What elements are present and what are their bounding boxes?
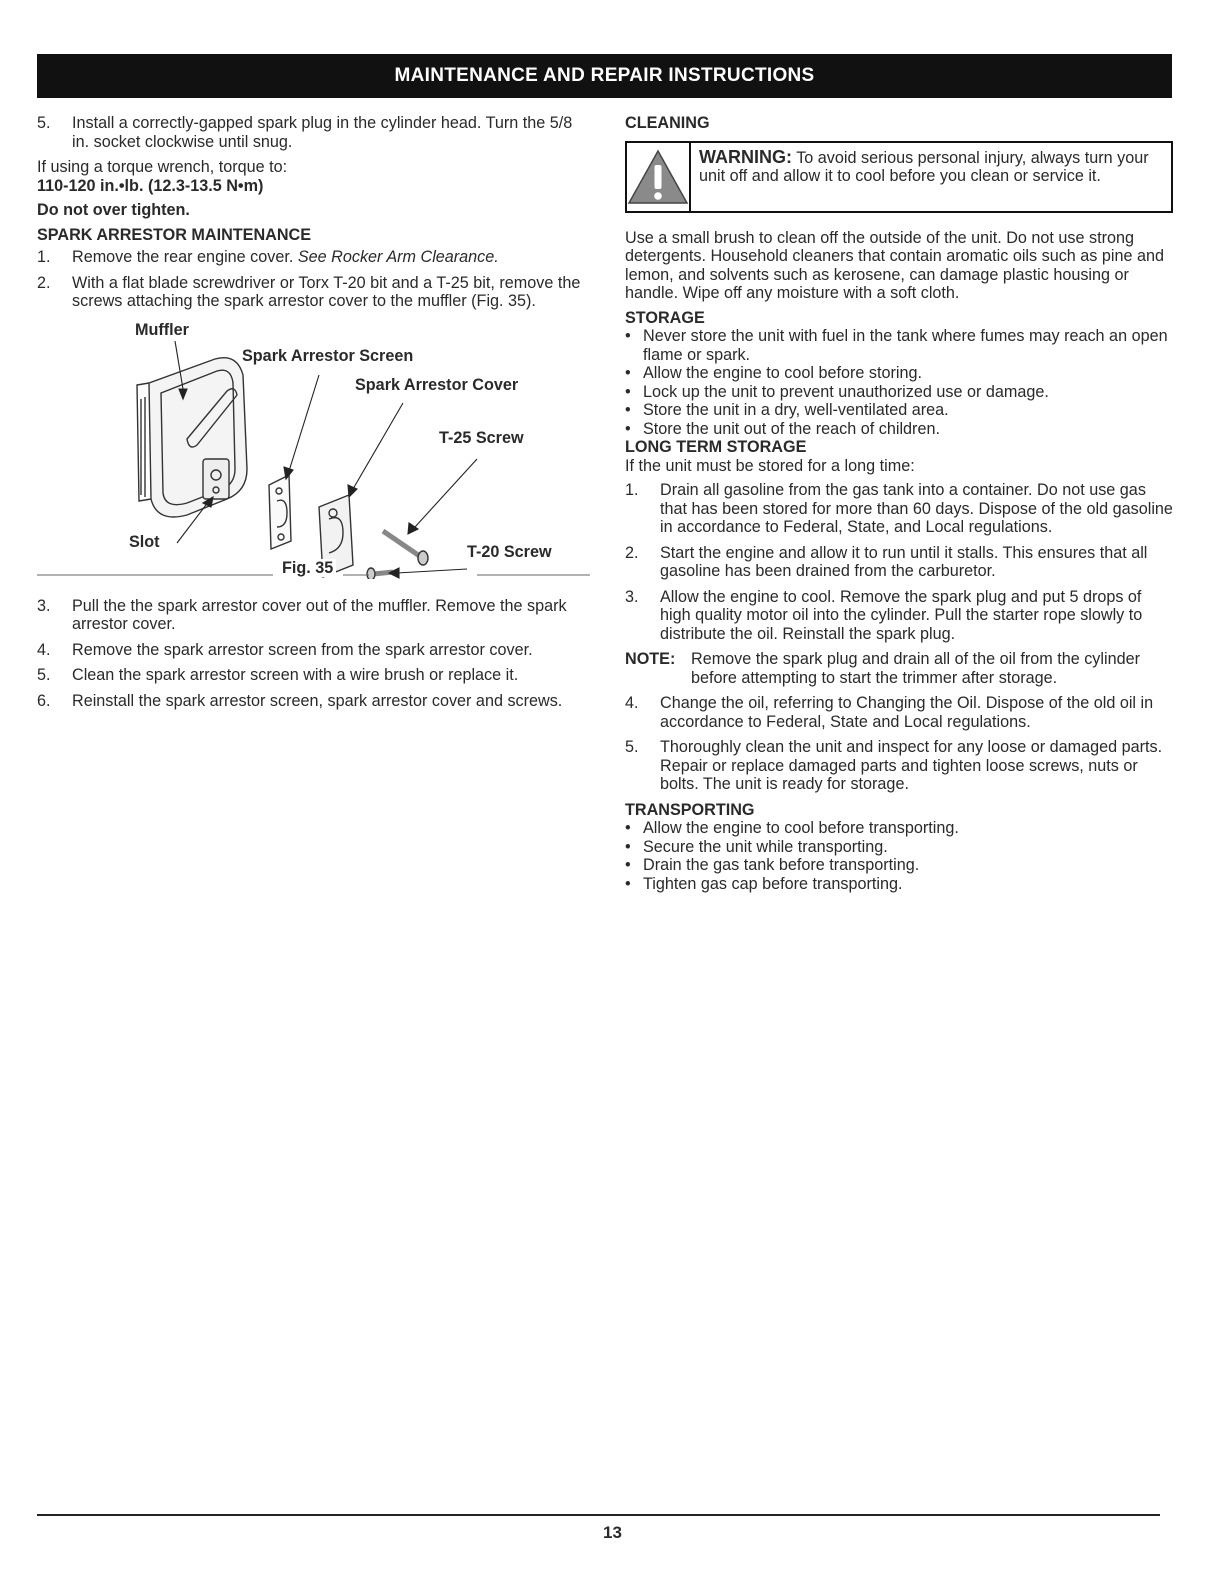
storage-item [625, 327, 1173, 364]
long-step [625, 481, 1173, 537]
step-text: Reinstall the spark arrestor screen, spark arrestor cover and screws. [72, 691, 563, 710]
step-number: 3. [625, 587, 639, 606]
page-number: 13 [603, 1523, 622, 1542]
transporting-heading: TRANSPORTING [625, 800, 755, 819]
section-banner: MAINTENANCE AND REPAIR INSTRUCTIONS [37, 54, 1172, 98]
step-1-remove-cover [37, 248, 590, 267]
figure-35 [37, 319, 590, 579]
warning-triangle-icon [627, 143, 691, 211]
step-text [72, 248, 590, 267]
step-text: Thoroughly clean the unit and inspect for any loose or damaged parts. Repair or replace damaged parts and tighten loose screws, nuts or bolts. The unit is ready for storage. [660, 738, 1163, 793]
step-number: 4. [37, 640, 51, 659]
figure-caption: Fig. 35 [279, 559, 336, 578]
step-number: 5. [625, 738, 639, 756]
warning-box [625, 141, 1173, 213]
long-term-storage-heading: LONG TERM STORAGE [625, 438, 807, 456]
step-number: 1. [625, 481, 639, 499]
transport-item-text: Tighten gas cap before transporting. [643, 874, 903, 893]
step-6-reinstall [37, 692, 590, 711]
step-number: 2. [625, 543, 639, 562]
storage-item-text: Store the unit out of the reach of children. [643, 419, 940, 438]
step-2-remove-screws [37, 274, 590, 311]
warning-text [691, 143, 1171, 211]
step-number: 1. [37, 248, 51, 266]
step-5-spark-plug [37, 114, 590, 151]
no-over-tighten: Do not over tighten. [37, 201, 190, 219]
transport-item [625, 875, 1173, 894]
long-term-intro: If the unit must be stored for a long time: [625, 456, 915, 475]
step-text: With a flat blade screwdriver or Torx T-20 bit and a T-25 bit, remove the screws attaching the spark arrestor cover to the muffler (Fig. 35). [72, 273, 581, 310]
cleaning-heading: CLEANING [625, 114, 710, 132]
storage-item-text: Lock up the unit to prevent unauthorized use or damage. [643, 382, 1049, 401]
left-column [37, 114, 590, 717]
step-text: Remove the spark arrestor screen from the spark arrestor cover. [72, 640, 533, 659]
label-slot: Slot [129, 532, 160, 551]
bullet: • [625, 327, 631, 345]
storage-item [625, 364, 1173, 383]
step-text: Allow the engine to cool. Remove the spark plug and put 5 drops of high quality motor oil into the cylinder. Pull the starter rope slowly to distribute the oil. Reinstall the spark plug. [660, 587, 1143, 643]
step-text: Pull the the spark arrestor cover out of the muffler. Remove the spark arrestor cover. [72, 596, 567, 633]
label-spark-arrestor-cover: Spark Arrestor Cover [355, 375, 519, 394]
transport-item [625, 819, 1173, 838]
label-muffler: Muffler [135, 320, 189, 339]
transport-item-text: Secure the unit while transporting. [643, 837, 888, 856]
transport-item [625, 838, 1173, 857]
footer-divider [37, 1514, 1160, 1516]
storage-item-text: Store the unit in a dry, well-ventilated area. [643, 401, 949, 419]
label-spark-arrestor-screen: Spark Arrestor Screen [242, 346, 414, 365]
bullet: • [625, 364, 631, 382]
right-column [625, 114, 1173, 893]
storage-item-text: Allow the engine to cool before storing. [643, 364, 922, 382]
note-label: NOTE: [625, 650, 676, 668]
step-number: 6. [37, 691, 51, 710]
storage-item [625, 383, 1173, 402]
long-step [625, 588, 1173, 644]
long-step [625, 738, 1173, 794]
step-text: Drain all gasoline from the gas tank into a container. Do not use gas that has been stored for more than 60 days. Dispose of the old gasoline in accordance to Federal, State, and Local regulations. [660, 481, 1173, 536]
cleaning-text: Use a small brush to clean off the outside of the unit. Do not use strong detergents. Household cleaners that contain aromatic oils such as pine and lemon, and solvents such as kerosene, can damage plastic housing or handle. Wipe off any moisture with a soft cloth. [625, 228, 1165, 302]
warning-label: WARNING: [699, 146, 792, 167]
spark-arrestor-heading: SPARK ARRESTOR MAINTENANCE [37, 225, 312, 244]
note-text: Remove the spark plug and drain all of the oil from the cylinder before attempting to start the trimmer after storage. [691, 650, 1140, 687]
torque-intro: If using a torque wrench, torque to: [37, 158, 288, 176]
storage-item-text: Never store the unit with fuel in the tank where fumes may reach an open flame or spark. [643, 327, 1168, 364]
step-text: Change the oil, referring to Changing the Oil. Dispose of the old oil in accordance to Federal, State and Local regulations. [660, 694, 1154, 731]
storage-item [625, 420, 1173, 439]
transport-item-text: Allow the engine to cool before transporting. [643, 819, 959, 837]
long-step [625, 694, 1173, 731]
step-3-pull-cover [37, 597, 590, 634]
step-text-main: Remove the rear engine cover. [72, 248, 298, 266]
label-t25-screw: T-25 Screw [439, 428, 524, 447]
transport-item-text: Drain the gas tank before transporting. [643, 856, 920, 874]
transport-item [625, 856, 1173, 875]
step-4-remove-screen [37, 641, 590, 660]
step-number: 5. [37, 666, 51, 684]
storage-item [625, 401, 1173, 420]
bullet: • [625, 837, 631, 856]
step-number: 5. [37, 114, 51, 132]
step-number: 3. [37, 596, 51, 615]
bullet: • [625, 419, 631, 438]
torque-value: 110-120 in.•lb. (12.3-13.5 N•m) [37, 176, 264, 195]
bullet: • [625, 401, 631, 419]
warning-message: To avoid serious personal injury, always turn your unit off and allow it to cool before you clean or service it. [699, 148, 1149, 185]
step-reference: See Rocker Arm Clearance. [297, 248, 499, 266]
long-step [625, 544, 1173, 581]
step-text: Install a correctly-gapped spark plug in the cylinder head. Turn the 5/8 in. socket clockwise until snug. [72, 114, 573, 151]
step-number: 4. [625, 694, 639, 712]
bullet: • [625, 819, 631, 837]
note-block [625, 650, 1173, 687]
storage-heading: STORAGE [625, 308, 705, 327]
step-text: Clean the spark arrestor screen with a wire brush or replace it. [72, 666, 519, 684]
bullet: • [625, 856, 631, 874]
bullet: • [625, 874, 631, 893]
step-5-clean-screen [37, 666, 590, 685]
step-text: Start the engine and allow it to run until it stalls. This ensures that all gasoline has been drained from the carburetor. [660, 543, 1148, 580]
label-t20-screw: T-20 Screw [467, 542, 552, 561]
bullet: • [625, 382, 631, 401]
step-number: 2. [37, 273, 51, 292]
